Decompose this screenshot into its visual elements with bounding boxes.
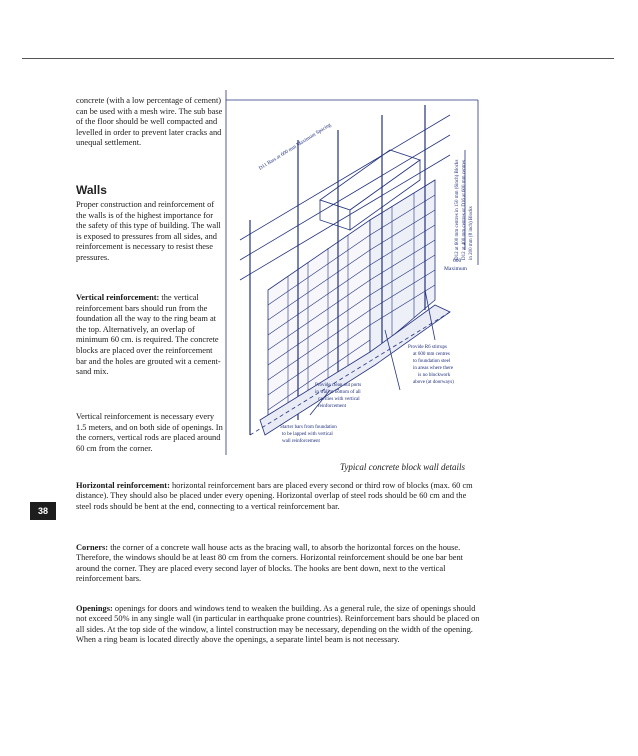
right-label-1: D12 at 600 mm centres in 150 mm (6inch) Blocks (455, 159, 460, 260)
bars-spacing-label: D11 Bars at 600 mm Maximum Spacing (257, 122, 333, 172)
corners-label: Corners: (76, 543, 109, 552)
stirrup-label: Provide R6 stirrups at 600 mm centres to foundation steel in areas where there is no blockwork above (at doorways) (408, 345, 454, 385)
corners-text: the corner of a concrete wall house acts as the bracing wall, to absorb the horizontal forces on the house. Therefore, the windows should be at least 80 cm from the corners. Horizontal reinforcement should be one bar bent around the corner. They are placed every second layer of blocks. The hooks are bent down, next to the vertical reinforcement bars. (76, 543, 463, 584)
horizontal-label: Horizontal reinforcement: (76, 481, 170, 490)
vertical2-paragraph (76, 412, 224, 454)
block-wall-diagram (220, 90, 482, 460)
vertical-text: the vertical reinforcement bars should run from the foundation all the way to the ring beam at the top. Alternatively, an overlap of minimum 60 cm. is required. The concrete blocks are placed over the reinforcement bar and the holes are grouted wit a cement-sand mix. (76, 293, 221, 377)
horizontal-paragraph (76, 481, 481, 512)
openings-paragraph (76, 604, 481, 646)
openings-label: Openings: (76, 604, 113, 613)
openings-text: openings for doors and windows tend to weaken the building. As a general rule, the size of openings should not exceed 50% in any single wall (in particular in earthquake prone countries). Reinforcement bars should be placed on all sides. At the top side of the window, a lintel construction may be necessary, depending on the width of the opening. When a ring beam is located directly above the openings, a separate lintel beam is not necessary. (76, 604, 480, 645)
starter-bars-label: Starter bars from foundation to be lapped with vertical wall reinforcement (280, 425, 337, 444)
dim-600-label: 600 (453, 258, 462, 264)
page-number: 38 (30, 502, 56, 520)
right-label-3: in 200 mm (8 inch) Blocks (469, 206, 474, 260)
top-rule (22, 58, 614, 59)
figure-caption: Typical concrete block wall details (340, 462, 465, 472)
intro-text: concrete (with a low percentage of cement) can be used with a mesh wire. The sub base of the floor should be well compacted and levelled in order to prevent later cracks and unequal settlement. (76, 96, 223, 148)
vertical-label: Vertical reinforcement: (76, 293, 160, 302)
dim-max-label: Maximum (444, 266, 467, 272)
walls-heading: Walls (76, 183, 107, 197)
intro-paragraph (76, 96, 224, 149)
walls-text: Proper construction and reinforcement of the walls is of the highest importance for the safety of this type of building. The wall is exposed to pressures from all sides, and reinforcement is necessary to resist these pressures. (76, 200, 221, 262)
right-label-2: D12 at 400 mm centres or D16 at 600 mm centres (462, 160, 467, 260)
horizontal-text: horizontal reinforcement bars are placed every second or third row of blocks (max. 60 cm distance). They should also be placed under every opening. Horizontal overlap of steel rods should be 60 cm and the steel rods should be bent at the end, connecting to a vertical reinforcement bar. (76, 481, 473, 511)
cleanout-label: Provide clean out ports in wall at bottom of all cavities with vertical reinforcement (315, 383, 362, 409)
vertical-paragraph (76, 293, 224, 378)
vertical2-text: Vertical reinforcement is necessary every 1.5 meters, and on both side of openings. In the corners, vertical rods are placed around 60 cm from the corner. (76, 412, 223, 453)
walls-paragraph (76, 200, 224, 264)
corners-paragraph (76, 543, 481, 585)
